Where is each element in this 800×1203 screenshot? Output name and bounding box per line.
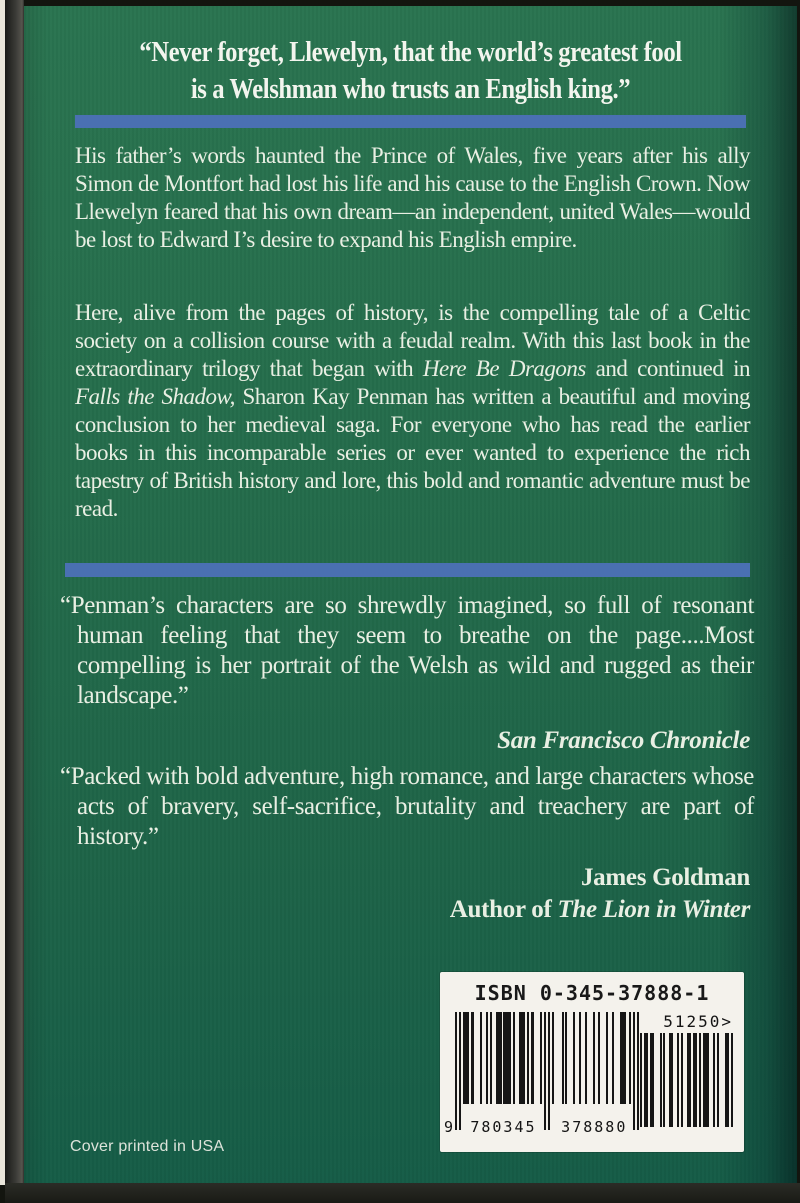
review-quote-sf: “Penman’s characters are so shrewdly imagined, so full of resonant human feeling that they seem to breathe on the page....Most compelling is her portrait of the Welsh as wild and rugged as their landscape.” [60, 592, 754, 709]
review-attribution-goldman-name: James Goldman [580, 864, 750, 891]
addon-barcode [640, 1033, 733, 1127]
ean-barcode [455, 1012, 640, 1134]
ean-digit-group-2: 378880 [561, 1118, 628, 1136]
review-attribution-sf: San Francisco Chronicle [497, 727, 750, 754]
headline-line-1: “Never forget, Llewelyn, that the world’s greatest fool [139, 36, 682, 68]
isbn-label: ISBN 0-345-37888-1 [474, 981, 710, 1005]
review-james-goldman [60, 762, 754, 926]
review-attribution-goldman-title: Author of The Lion in Winter [449, 896, 750, 923]
ean-barcode-wrap [444, 1012, 640, 1136]
headline-quote [24, 34, 797, 108]
ean-digits [444, 1118, 640, 1136]
price-addon-code: 51250> [663, 1012, 733, 1031]
review-san-francisco-chronicle [60, 591, 754, 757]
divider-stripe-top [75, 115, 746, 128]
book-spine-shadow [5, 0, 24, 1203]
barcode-panel [440, 972, 744, 1152]
ean-digit-group-1: 780345 [470, 1118, 537, 1136]
divider-stripe-bottom [65, 563, 750, 577]
review-quote-goldman: “Packed with bold adventure, high romance, and large characters whose acts of bravery, self-sacrifice, brutality and treachery are part of history.” [60, 763, 754, 850]
barcode-row [440, 1012, 744, 1134]
synopsis-paragraph-1: His father’s words haunted the Prince of Wales, five years after his ally Simon de Montfort had lost his life and his cause to the English Crown. Now Llewelyn feared that his own dream—an independent, united Wales—would be lost to Edward I’s desire to expand his English empire. [75, 143, 750, 252]
price-addon-wrap [640, 1012, 733, 1134]
book-back-cover [24, 6, 797, 1185]
headline-line-2: is a Welshman who trusts an English king.” [190, 73, 631, 105]
synopsis-paragraph-2: Here, alive from the pages of history, is the compelling tale of a Celtic society on a collision course with a feudal realm. With this last book in the extraordinary trilogy that began with Here Be Dragons and continued in Falls the Shadow, Sharon Kay Penman has written a beautiful and moving conclusion to her medieval saga. For everyone who has read the earlier books in this incomparable series or ever wanted to experience the rich tapestry of British history and lore, this bold and romantic adventure must be read. [75, 300, 751, 521]
printed-note: Cover printed in USA [70, 1138, 225, 1155]
scan-bottom-shadow [5, 1183, 800, 1203]
ean-digit-first: 9 [444, 1118, 454, 1136]
